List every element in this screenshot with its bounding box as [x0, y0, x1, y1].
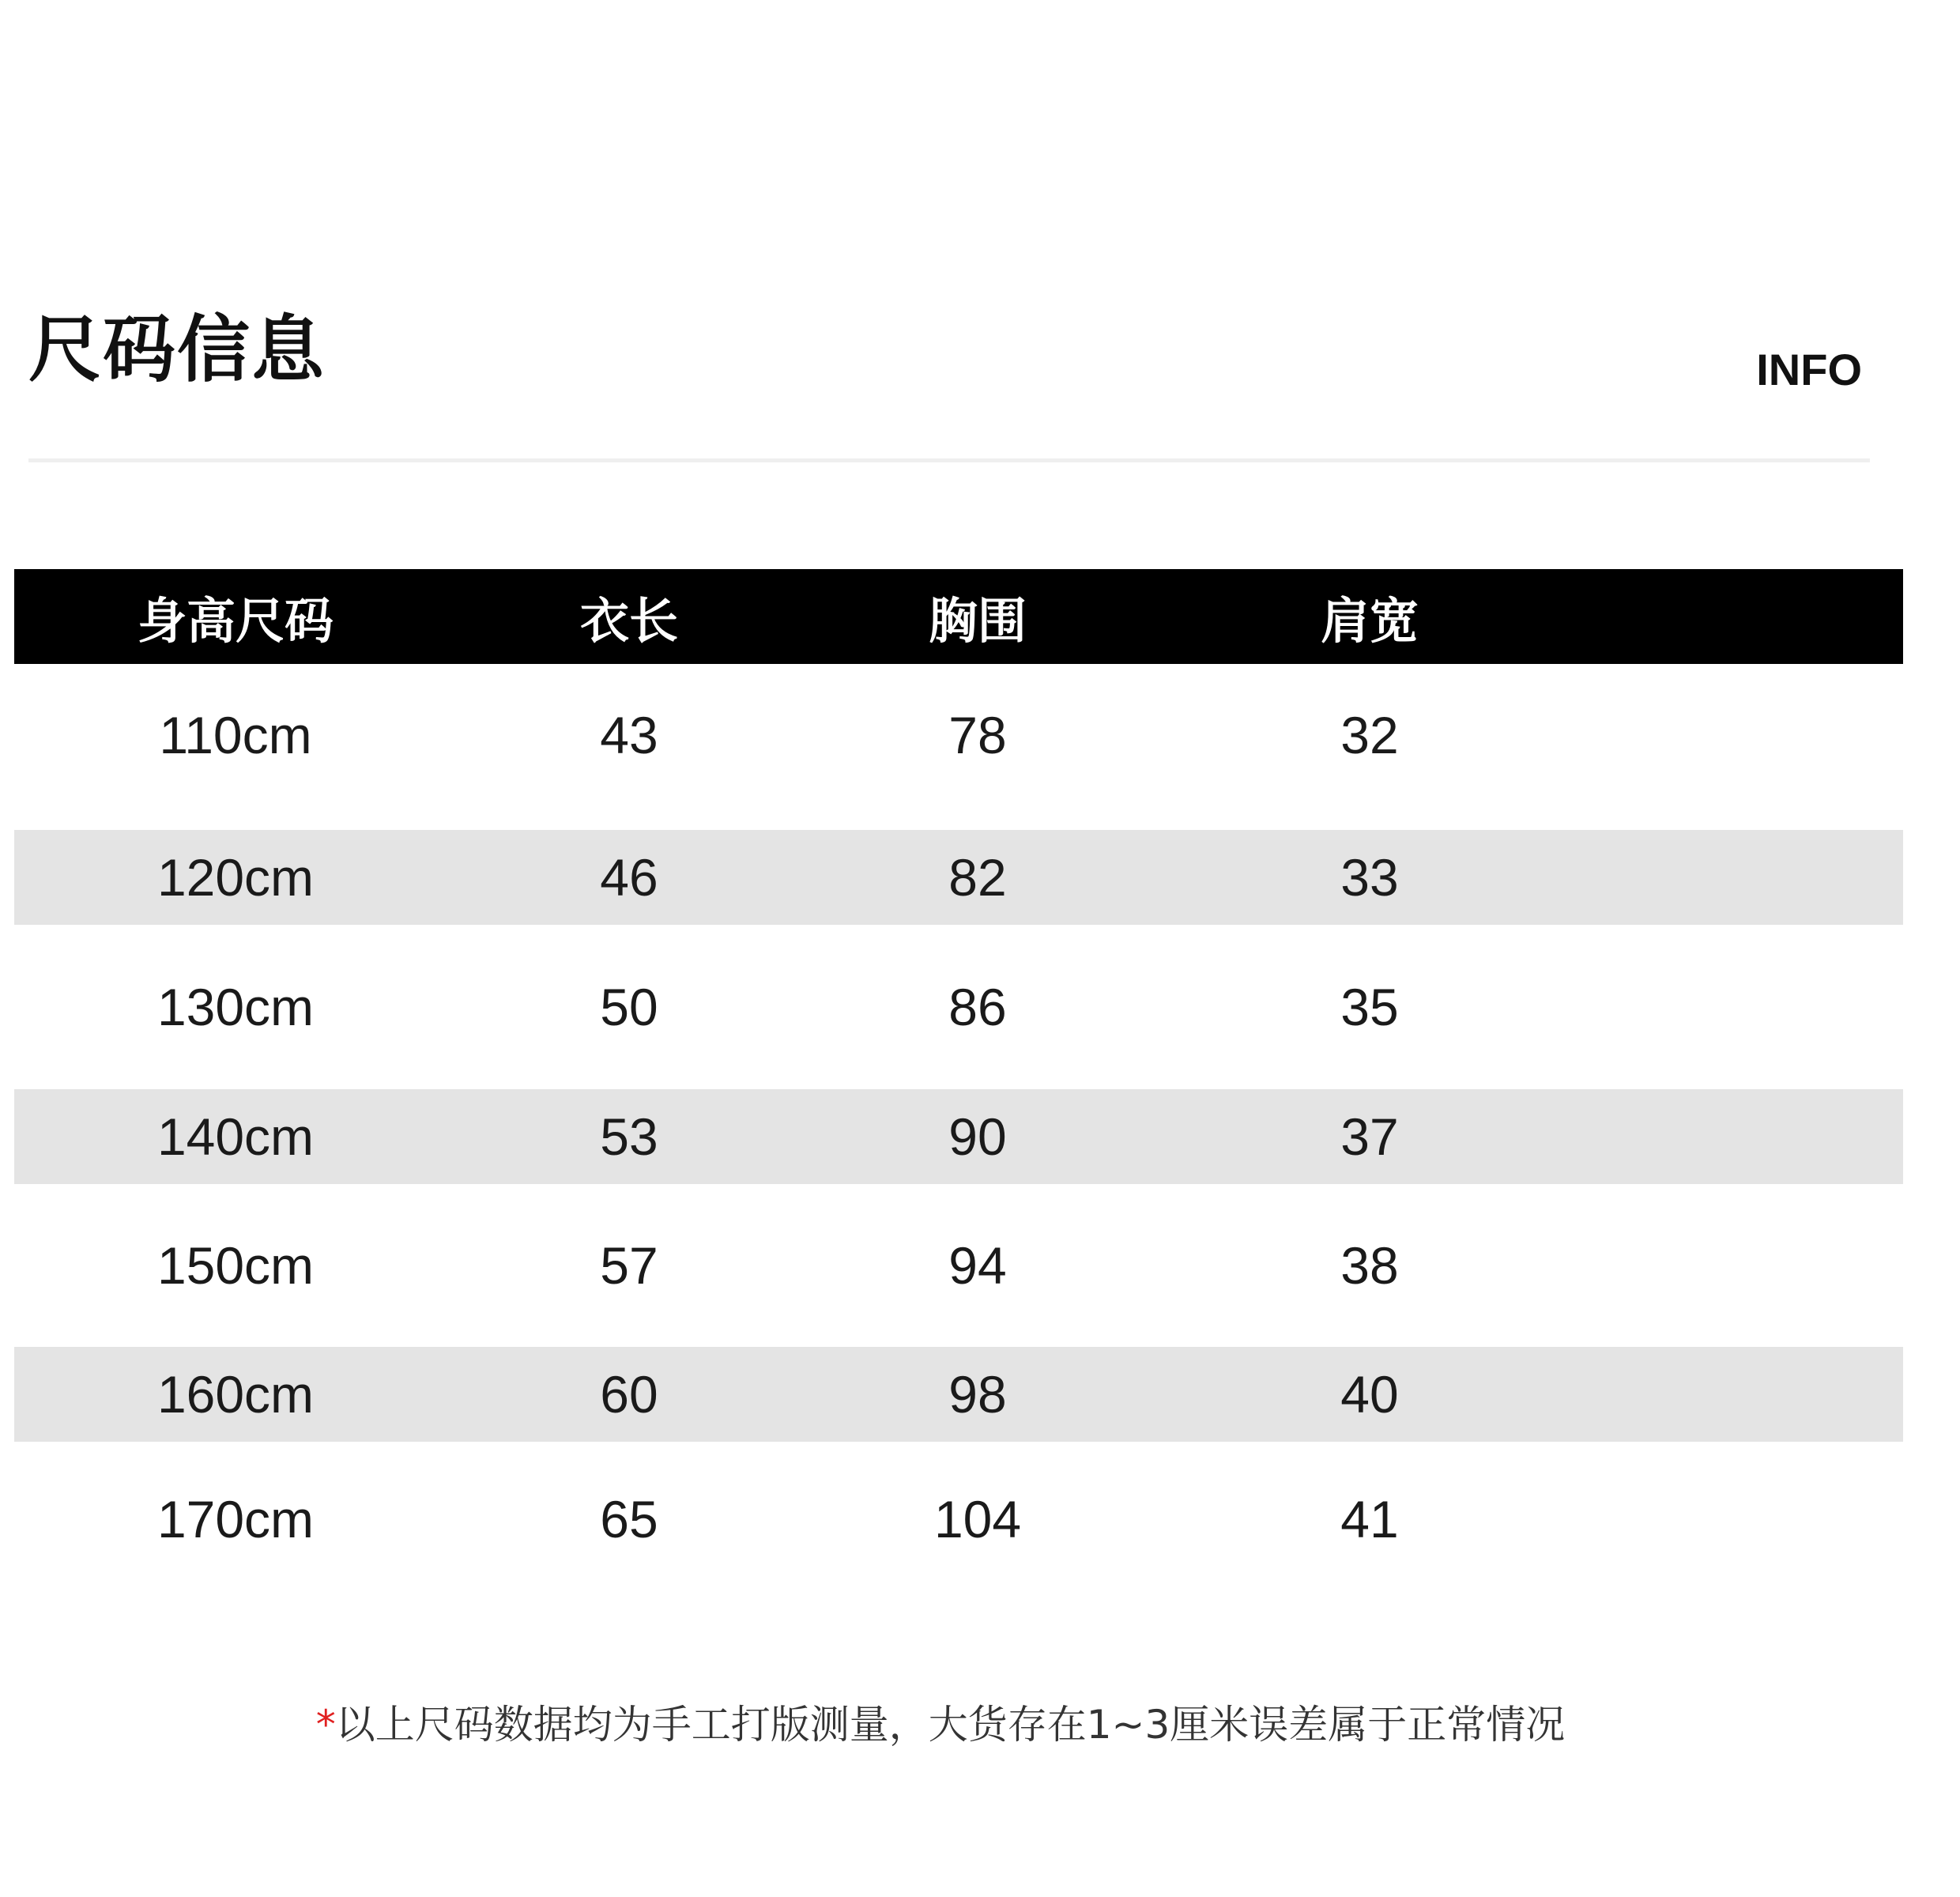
table-row [14, 1089, 1903, 1184]
column-header-shoulder: 肩宽 [1320, 591, 1419, 650]
footnote-text: 以上尺码数据均为手工打版测量，大货存在1~3厘米误差属于正常情况 [335, 1702, 1566, 1748]
cell-shoulder: 33 [1340, 848, 1399, 907]
cell-length: 46 [600, 848, 658, 907]
footnote-asterisk: * [315, 1702, 336, 1748]
cell-chest: 104 [933, 1490, 1022, 1548]
cell-length: 57 [600, 1236, 658, 1295]
cell-length: 43 [600, 706, 658, 764]
cell-shoulder: 32 [1340, 706, 1399, 764]
info-label: INFO [1756, 345, 1862, 394]
divider [28, 458, 1870, 462]
cell-shoulder: 37 [1340, 1107, 1399, 1166]
size-table [14, 569, 1903, 1597]
cell-shoulder: 35 [1340, 978, 1399, 1036]
cell-shoulder: 40 [1340, 1365, 1399, 1424]
cell-shoulder: 41 [1340, 1490, 1399, 1548]
table-row [14, 664, 1903, 806]
table-row [14, 1442, 1903, 1597]
cell-length: 60 [600, 1365, 658, 1424]
footnote [0, 1699, 1881, 1750]
cell-length: 50 [600, 978, 658, 1036]
cell-height-size: 170cm [156, 1490, 315, 1548]
cell-height-size: 140cm [156, 1107, 315, 1166]
table-header [14, 569, 1903, 664]
cell-height-size: 160cm [156, 1365, 315, 1424]
page-title: 尺码信息 [28, 307, 326, 392]
cell-height-size: 130cm [156, 978, 315, 1036]
cell-length: 65 [600, 1490, 658, 1548]
cell-chest: 94 [948, 1236, 1007, 1295]
table-row [14, 830, 1903, 925]
column-header-chest: 胸围 [928, 591, 1027, 650]
cell-height-size: 110cm [159, 706, 312, 764]
column-header-height-size: 身高尺码 [137, 591, 334, 650]
table-row [14, 1184, 1903, 1347]
cell-chest: 98 [948, 1365, 1007, 1424]
column-header-length: 衣长 [579, 591, 678, 650]
cell-chest: 78 [948, 706, 1007, 764]
cell-chest: 82 [948, 848, 1007, 907]
table-row [14, 1347, 1903, 1442]
table-row [14, 925, 1903, 1089]
cell-chest: 90 [948, 1107, 1007, 1166]
cell-shoulder: 38 [1340, 1236, 1399, 1295]
cell-height-size: 120cm [156, 848, 315, 907]
cell-length: 53 [600, 1107, 658, 1166]
cell-chest: 86 [948, 978, 1007, 1036]
cell-height-size: 150cm [156, 1236, 315, 1295]
